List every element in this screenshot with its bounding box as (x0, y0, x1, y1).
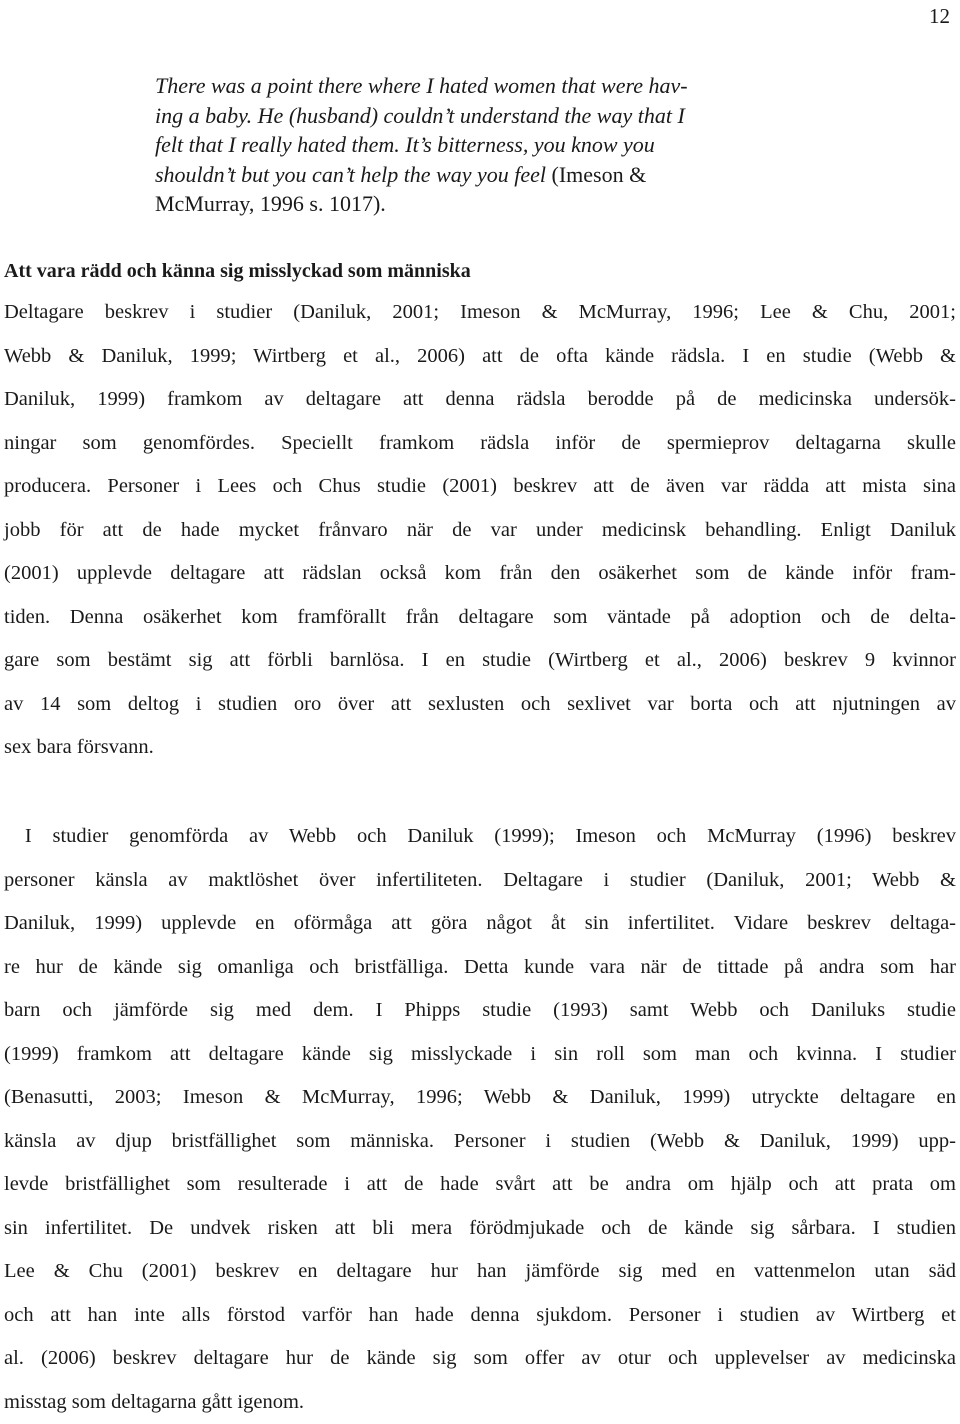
paragraph-line: Daniluk, 1999) framkom av deltagare att denna rädsla berodde på de medicinska undersök- (4, 378, 956, 422)
paragraph-line: re hur de kände sig omanliga och bristfälliga. Detta kunde vara när de tittade på andra som har (4, 946, 956, 990)
paragraph-line: känsla av djup bristfällighet som människa. Personer i studien (Webb & Daniluk, 1999) upp- (4, 1120, 956, 1164)
quote-line: ing a baby. He (husband) couldn’t understand the way that I (155, 101, 795, 131)
quote-line: There was a point there where I hated women that were hav- (155, 71, 795, 101)
paragraph-line: Webb & Daniluk, 1999; Wirtberg et al., 2006) att de ofta kände rädsla. I en studie (Webb & (4, 335, 956, 379)
paragraph-line: och att han inte alls förstod varför han hade denna sjukdom. Personer i studien av Wirtberg et (4, 1294, 956, 1338)
block-quote (155, 71, 795, 219)
quote-citation-end: McMurray, 1996 s. 1017). (155, 189, 795, 219)
paragraph-line: tiden. Denna osäkerhet kom framförallt från deltagare som väntade på adoption och de delta- (4, 596, 956, 640)
paragraph-line: personer känsla av maktlöshet över infertiliteten. Deltagare i studier (Daniluk, 2001; Webb & (4, 859, 956, 903)
paragraph-line: jobb för att de hade mycket frånvaro när de var under medicinsk behandling. Enligt Daniluk (4, 509, 956, 553)
paragraph-line: (Benasutti, 2003; Imeson & McMurray, 1996; Webb & Daniluk, 1999) utryckte deltagare en (4, 1076, 956, 1120)
paragraph-line: sin infertilitet. De undvek risken att bli mera förödmjukade och de kände sig sårbara. I studien (4, 1207, 956, 1251)
paragraph-line: I studier genomförda av Webb och Daniluk (1999); Imeson och McMurray (1996) beskrev (4, 815, 956, 859)
paragraph-line: Lee & Chu (2001) beskrev en deltagare hur han jämförde sig med en vattenmelon utan säd (4, 1250, 956, 1294)
paragraph-line: Daniluk, 1999) upplevde en oförmåga att göra något åt sin infertilitet. Vidare beskrev deltaga- (4, 902, 956, 946)
paragraph-fear (4, 291, 956, 770)
paragraph-line: ningar som genomfördes. Speciellt framkom rädsla inför de spermieprov deltagarna skulle (4, 422, 956, 466)
section-heading: Att vara rädd och känna sig misslyckad som människa (4, 258, 471, 284)
paragraph-line: (2001) upplevde deltagare att rädslan också kom från den osäkerhet som de kände inför fram- (4, 552, 956, 596)
paragraph-line: Deltagare beskrev i studier (Daniluk, 2001; Imeson & McMurray, 1996; Lee & Chu, 2001; (4, 291, 956, 335)
paragraph-line: barn och jämförde sig med dem. I Phipps studie (1993) samt Webb och Daniluks studie (4, 989, 956, 1033)
paragraph-line: producera. Personer i Lees och Chus studie (2001) beskrev att de även var rädda att mista sina (4, 465, 956, 509)
paragraph-line: gare som bestämt sig att förbli barnlösa. I en studie (Wirtberg et al., 2006) beskrev 9 kvinnor (4, 639, 956, 683)
paragraph-line: sex bara försvann. (4, 726, 956, 770)
quote-citation-start: (Imeson & (546, 162, 646, 187)
paragraph-line: (1999) framkom att deltagare kände sig misslyckade i sin roll som man och kvinna. I studier (4, 1033, 956, 1077)
paragraph-line: misstag som deltagarna gått igenom. (4, 1381, 956, 1424)
page-number: 12 (929, 4, 950, 28)
quote-line-with-ref (155, 160, 795, 190)
paragraph-line: al. (2006) beskrev deltagare hur de kände sig som offer av otur och upplevelser av medicinska (4, 1337, 956, 1381)
quote-text: shouldn’t but you can’t help the way you feel (155, 162, 546, 187)
paragraph-powerlessness (4, 815, 956, 1424)
paragraph-line: levde bristfällighet som resulterade i att de hade svårt att be andra om hjälp och att prata om (4, 1163, 956, 1207)
paragraph-line: av 14 som deltog i studien oro över att sexlusten och sexlivet var borta och att njutningen av (4, 683, 956, 727)
quote-line: felt that I really hated them. It’s bitterness, you know you (155, 130, 795, 160)
